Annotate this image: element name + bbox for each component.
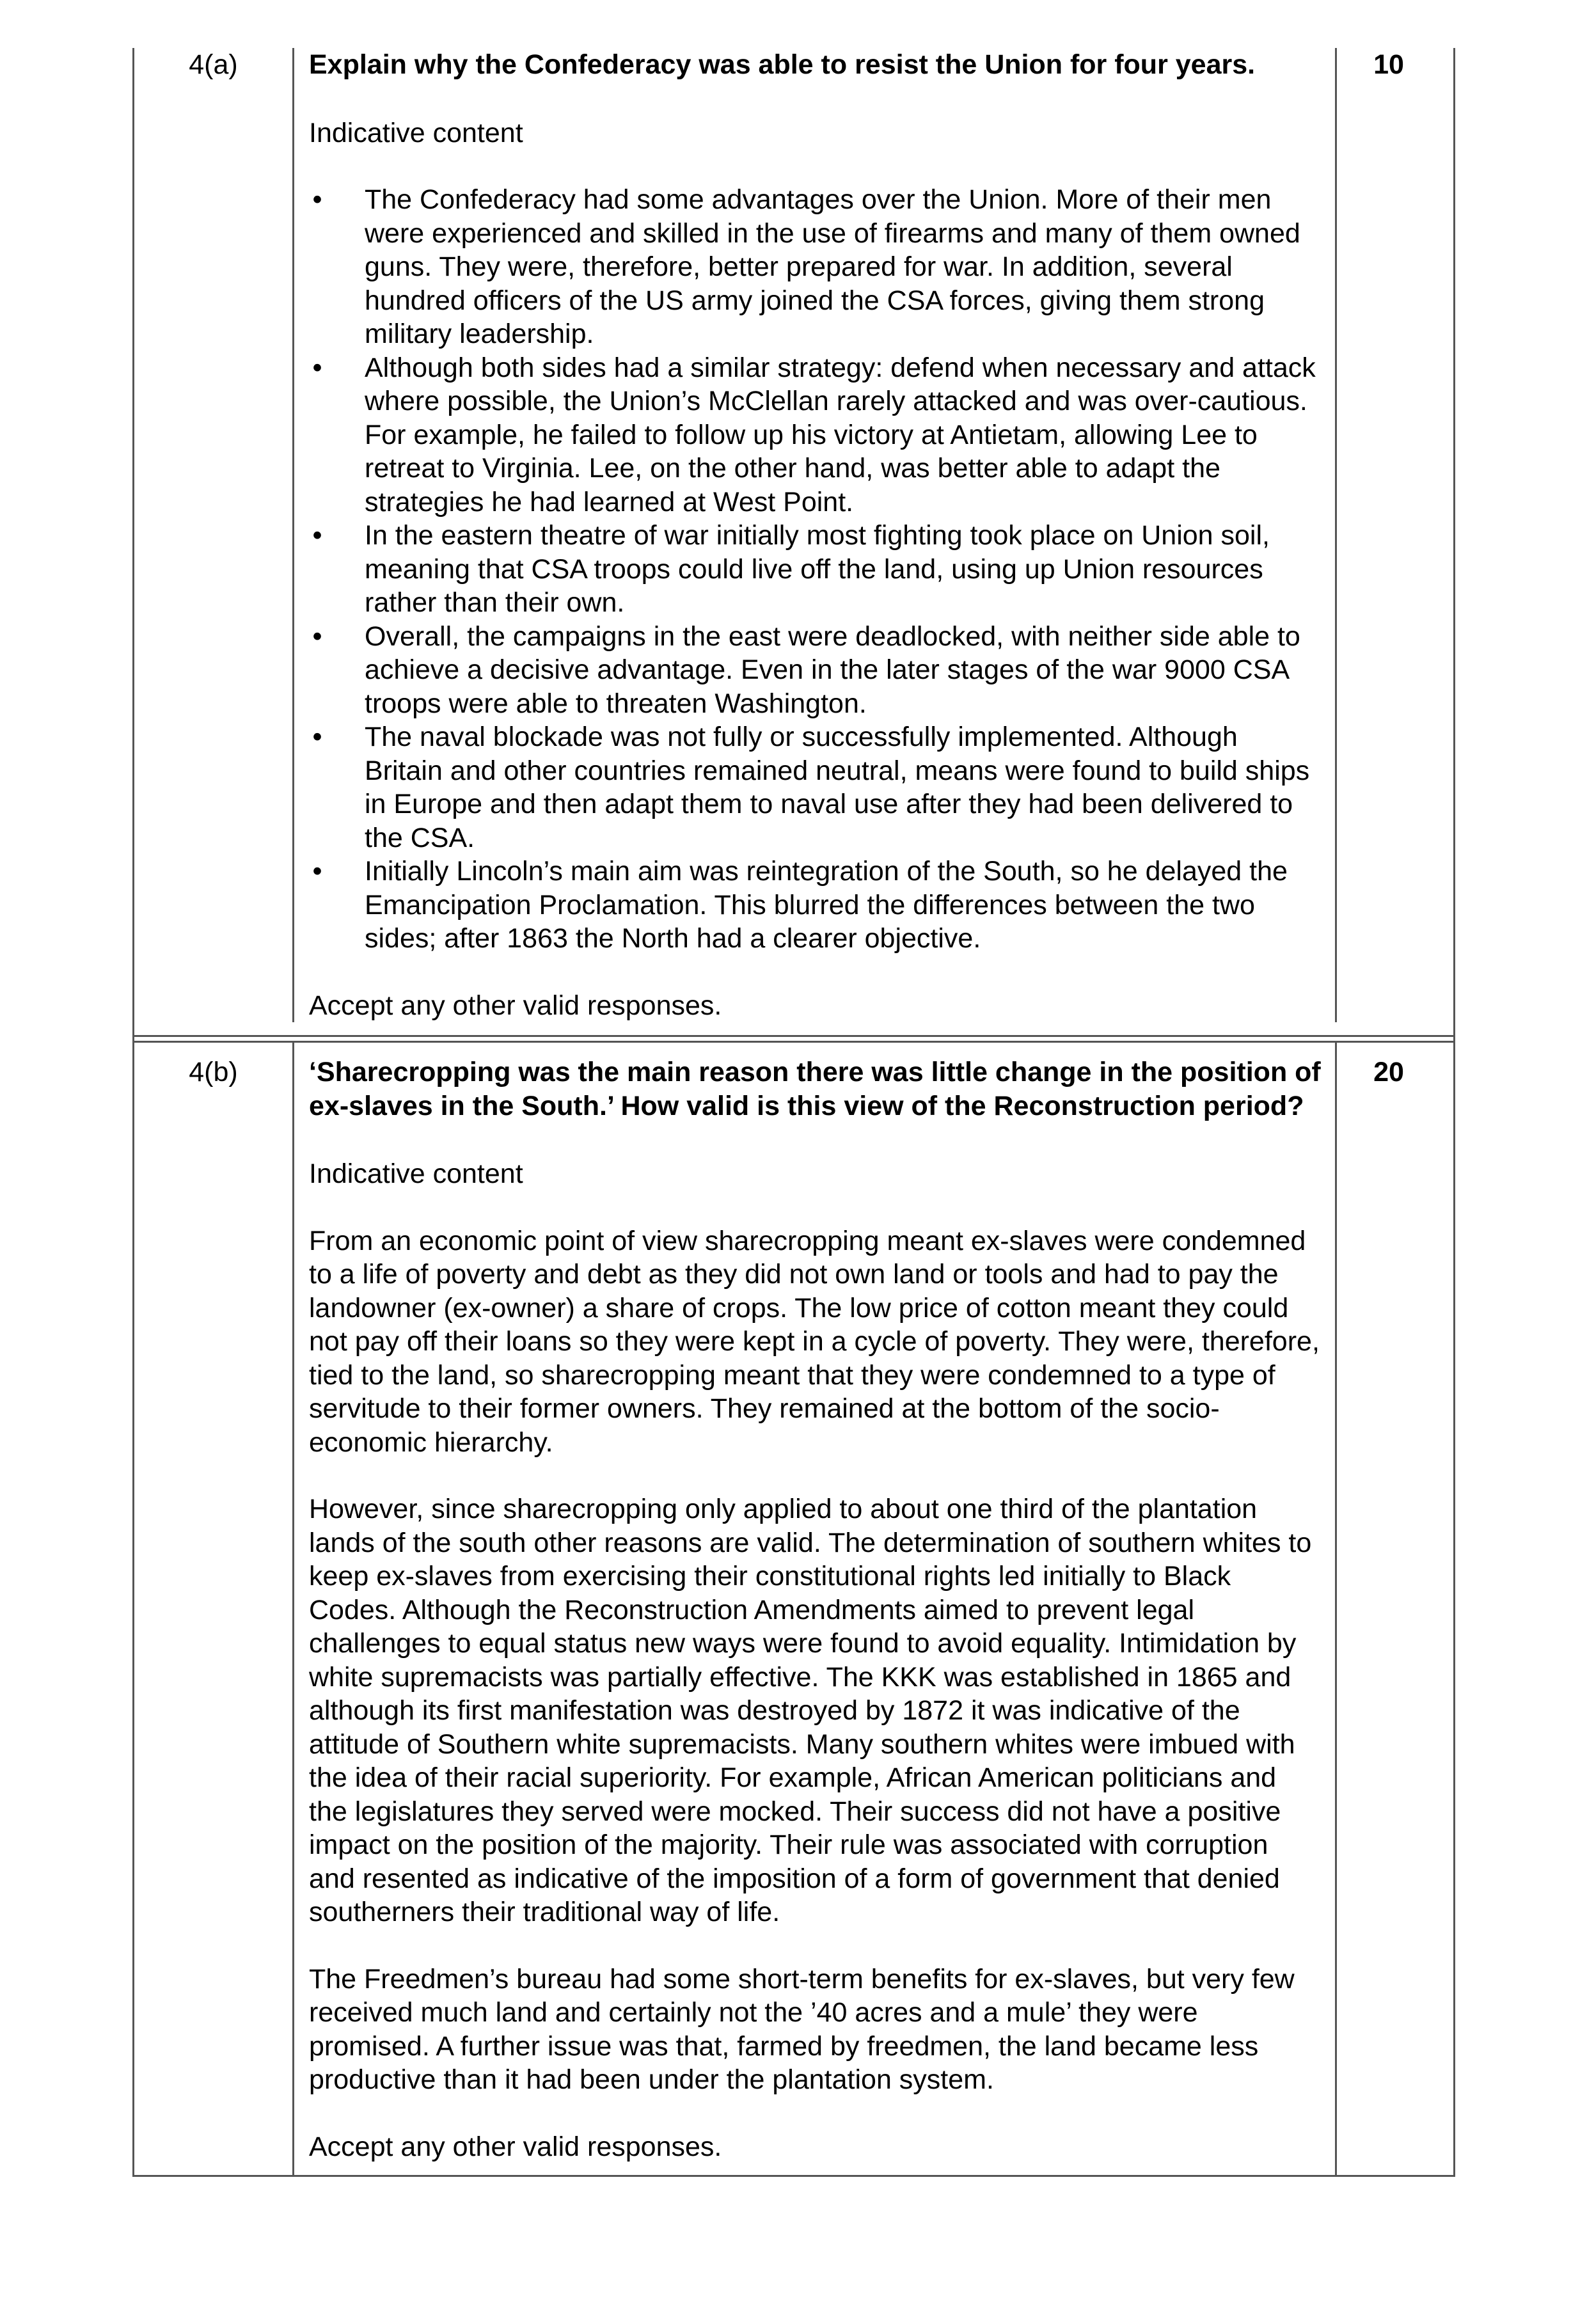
list-item	[309, 620, 1321, 721]
bullet-icon: •	[312, 722, 322, 752]
bullet-icon: •	[312, 520, 322, 551]
list-item-text: Although both sides had a similar strategy: defend when necessary and attack where possible, the Union’s McClellan rarely attacked and was over-cautious. For example, he failed to follow up his victory at Antietam, allowing Lee to retreat to Virginia. Lee, on the other hand, was better able to adapt the strategies he had learned at West Point.	[365, 352, 1316, 518]
question-row-4a	[134, 48, 1453, 1035]
mark-scheme-table	[132, 48, 1455, 2177]
question-text: ‘Sharecropping was the main reason there was little change in the position of ex-slaves in the South.’ How valid is this view of the Reconstruction period?	[309, 1057, 1321, 1121]
question-number: 4(b)	[134, 1043, 294, 2175]
guidance-paragraph: However, since sharecropping only applied to about one third of the plantation lands of the south other reasons are valid. The determination of southern whites to keep ex-slaves from exercising their constitutional rights led initially to Black Codes. Although the Reconstruction Amendments aimed to prevent legal challenges to equal status new ways were found to avoid equality. Intimidation by white supremacists was partially effective. The KKK was established in 1865 and although its first manifestation was destroyed by 1872 it was indicative of the attitude of Southern white supremacists. Many southern whites were imbued with the idea of their racial superiority. For example, African American politicians and the legislatures they served were mocked. Their success did not have a positive impact on the position of the majority. Their rule was associated with corruption and resented as indicative of the imposition of a form of government that denied southerners their traditional way of life.	[309, 1494, 1312, 1927]
question-row-4b	[134, 1043, 1453, 2175]
indicative-content-list	[309, 183, 1321, 956]
row-divider	[134, 1035, 1453, 1043]
indicative-content-label: Indicative content	[309, 1158, 523, 1189]
list-item	[309, 351, 1321, 519]
accept-note: Accept any other valid responses.	[309, 990, 722, 1021]
marks-value: 10	[1373, 49, 1404, 80]
accept-note: Accept any other valid responses.	[309, 2131, 722, 2162]
list-item-text: Initially Lincoln’s main aim was reintegration of the South, so he delayed the Emancipation Proclamation. This blurred the differences between the two sides; after 1863 the North had a clearer objective.	[365, 856, 1288, 954]
list-item	[309, 720, 1321, 855]
answer-guidance	[294, 48, 1337, 1022]
question-number: 4(a)	[134, 48, 294, 1022]
list-item-text: Overall, the campaigns in the east were deadlocked, with neither side able to achieve a decisive advantage. Even in the later stages of the war 9000 CSA troops were able to threaten Washington.	[365, 621, 1300, 719]
bullet-icon: •	[312, 352, 322, 383]
list-item-text: The naval blockade was not fully or successfully implemented. Although Britain and other countries remained neutral, means were found to build ships in Europe and then adapt them to naval use after they had been delivered to the CSA.	[365, 722, 1310, 853]
bullet-icon: •	[312, 856, 322, 887]
answer-guidance	[294, 1043, 1337, 2175]
guidance-paragraph: The Freedmen’s bureau had some short-term benefits for ex-slaves, but very few received much land and certainly not the ’40 acres and a mule’ they were promised. A further issue was that, farmed by freedmen, the land became less productive than it had been under the plantation system.	[309, 1963, 1295, 2095]
list-item	[309, 855, 1321, 956]
guidance-paragraph: From an economic point of view sharecropping meant ex-slaves were condemned to a life of poverty and debt as they did not own land or tools and had to pay the landowner (ex-owner) a share of crops. The low price of cotton meant they could not pay off their loans so they were kept in a cycle of poverty. They were, therefore, tied to the land, so sharecropping meant that they were condemned to a type of servitude to their former owners. They remained at the bottom of the socio-economic hierarchy.	[309, 1225, 1320, 1458]
list-item-text: The Confederacy had some advantages over the Union. More of their men were experienced and skilled in the use of firearms and many of them owned guns. They were, therefore, better prepared for war. In addition, several hundred officers of the US army joined the CSA forces, giving them strong military leadership.	[365, 184, 1300, 349]
list-item	[309, 519, 1321, 620]
bullet-icon: •	[312, 621, 322, 652]
indicative-content-label: Indicative content	[309, 117, 523, 148]
bullet-icon: •	[312, 184, 322, 215]
list-item	[309, 183, 1321, 351]
question-text: Explain why the Confederacy was able to resist the Union for four years.	[309, 49, 1256, 80]
marks-value: 20	[1373, 1057, 1404, 1087]
list-item-text: In the eastern theatre of war initially most fighting took place on Union soil, meaning that CSA troops could live off the land, using up Union resources rather than their own.	[365, 520, 1270, 618]
